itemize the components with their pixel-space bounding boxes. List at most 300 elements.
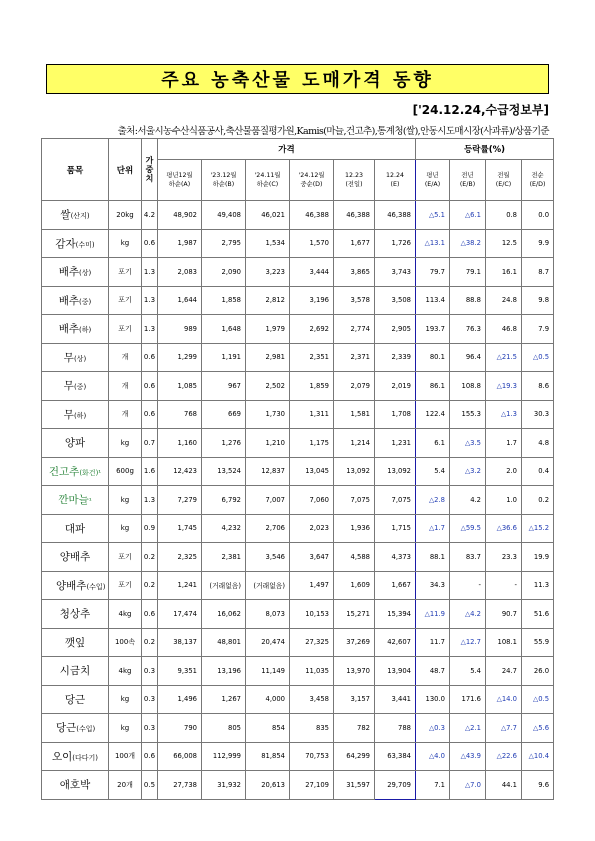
price-e-cell: 13,904 — [375, 657, 416, 686]
rate-2-cell: 88.8 — [450, 286, 486, 315]
rate-1-cell: △0.3 — [416, 714, 450, 743]
header-item: 품목 — [42, 139, 109, 201]
item-name: 당근 — [56, 722, 77, 735]
rate-4-cell: △0.5 — [522, 685, 554, 714]
price-a-cell: 9,351 — [158, 657, 202, 686]
rate-4-cell: 8.6 — [522, 372, 554, 401]
rate-3-cell: 24.8 — [486, 286, 522, 315]
table-row — [42, 771, 554, 800]
rate-2-cell: △59.5 — [450, 514, 486, 543]
header-rate-4-b: (E/D) — [529, 181, 546, 188]
header-col-d — [290, 160, 334, 201]
price-b-cell: 13,196 — [202, 657, 246, 686]
rate-2-cell: 171.6 — [450, 685, 486, 714]
price-a-cell: 1,241 — [158, 571, 202, 600]
item-suffix: ¹ — [88, 497, 92, 506]
price-prev-cell: 64,299 — [334, 742, 375, 771]
rate-2-cell: 96.4 — [450, 343, 486, 372]
unit-cell: kg — [109, 229, 142, 258]
header-col-e-2: (E) — [390, 181, 400, 188]
price-b-cell: 669 — [202, 400, 246, 429]
price-prev-cell: 3,578 — [334, 286, 375, 315]
rate-2-cell: △7.0 — [450, 771, 486, 800]
price-d-cell: 46,388 — [290, 201, 334, 230]
unit-cell: 600g — [109, 457, 142, 486]
rate-4-cell: △0.5 — [522, 343, 554, 372]
rate-3-cell: △1.3 — [486, 400, 522, 429]
item-name: 애호박 — [59, 779, 91, 792]
price-b-cell: 805 — [202, 714, 246, 743]
header-col-b — [202, 160, 246, 201]
item-name: 무 — [63, 408, 74, 421]
rate-3-cell: △21.5 — [486, 343, 522, 372]
price-prev-cell: 2,371 — [334, 343, 375, 372]
price-table — [41, 138, 554, 800]
rate-3-cell: △19.3 — [486, 372, 522, 401]
price-prev-cell: 2,079 — [334, 372, 375, 401]
unit-cell: kg — [109, 429, 142, 458]
unit-cell: 포기 — [109, 315, 142, 344]
table-body — [42, 201, 554, 800]
rate-3-cell: 108.1 — [486, 628, 522, 657]
unit-cell: 개 — [109, 372, 142, 401]
weight-cell: 1.3 — [142, 258, 158, 287]
price-b-cell: 16,062 — [202, 600, 246, 629]
table-row — [42, 486, 554, 515]
price-a-cell: 27,738 — [158, 771, 202, 800]
rate-3-cell: △7.7 — [486, 714, 522, 743]
price-b-cell: 1,648 — [202, 315, 246, 344]
table-row — [42, 714, 554, 743]
item-name: 대파 — [64, 522, 86, 535]
rate-1-cell: △4.0 — [416, 742, 450, 771]
rate-4-cell: 30.3 — [522, 400, 554, 429]
table-row — [42, 372, 554, 401]
price-c-cell: 1,730 — [246, 400, 290, 429]
weight-cell: 1.3 — [142, 486, 158, 515]
weight-cell: 0.6 — [142, 400, 158, 429]
price-b-cell: (거래없음) — [202, 571, 246, 600]
weight-cell: 0.9 — [142, 514, 158, 543]
report-date: ['24.12.24,수급정보부] — [412, 103, 549, 117]
weight-cell: 0.3 — [142, 714, 158, 743]
price-d-cell: 70,753 — [290, 742, 334, 771]
unit-cell: 포기 — [109, 543, 142, 572]
price-e-cell: 15,394 — [375, 600, 416, 629]
price-c-cell: 7,007 — [246, 486, 290, 515]
price-prev-cell: 1,609 — [334, 571, 375, 600]
price-c-cell: 4,000 — [246, 685, 290, 714]
rate-2-cell: △38.2 — [450, 229, 486, 258]
rate-2-cell: △6.1 — [450, 201, 486, 230]
rate-4-cell: △15.2 — [522, 514, 554, 543]
rate-3-cell: 90.7 — [486, 600, 522, 629]
rate-3-cell: 24.7 — [486, 657, 522, 686]
unit-cell: kg — [109, 685, 142, 714]
price-prev-cell: 1,581 — [334, 400, 375, 429]
header-rate-2-b: (E/B) — [459, 181, 476, 188]
price-b-cell: 4,232 — [202, 514, 246, 543]
header-rate-3-a: 전월 — [497, 172, 510, 179]
table-row — [42, 628, 554, 657]
item-suffix: (하) — [79, 326, 92, 335]
price-c-cell: 46,021 — [246, 201, 290, 230]
item-name-cell — [42, 628, 109, 657]
price-e-cell: 7,075 — [375, 486, 416, 515]
unit-cell: kg — [109, 486, 142, 515]
rate-4-cell: 0.0 — [522, 201, 554, 230]
header-rate-3 — [486, 160, 522, 201]
header-col-a-2: 하순(A) — [168, 181, 191, 188]
price-prev-cell: 15,271 — [334, 600, 375, 629]
header-rate-1 — [416, 160, 450, 201]
item-suffix: (산지) — [70, 212, 90, 221]
item-name: 양배추 — [56, 579, 87, 592]
rate-4-cell: 55.9 — [522, 628, 554, 657]
price-a-cell: 2,083 — [158, 258, 202, 287]
price-d-cell: 10,153 — [290, 600, 334, 629]
rate-3-cell: 1.7 — [486, 429, 522, 458]
item-name: 깻잎 — [64, 636, 86, 649]
table-row — [42, 315, 554, 344]
price-b-cell: 1,267 — [202, 685, 246, 714]
table-row — [42, 400, 554, 429]
item-name-cell — [42, 429, 109, 458]
item-suffix: (상) — [73, 354, 87, 363]
item-name-cell — [42, 742, 109, 771]
rate-1-cell: △11.9 — [416, 600, 450, 629]
rate-4-cell: 19.9 — [522, 543, 554, 572]
price-a-cell: 989 — [158, 315, 202, 344]
header-rate-2 — [450, 160, 486, 201]
rate-2-cell: 83.7 — [450, 543, 486, 572]
item-name-cell — [42, 343, 109, 372]
price-c-cell: 2,706 — [246, 514, 290, 543]
price-a-cell: 1,160 — [158, 429, 202, 458]
price-prev-cell: 1,936 — [334, 514, 375, 543]
price-d-cell: 1,570 — [290, 229, 334, 258]
rate-3-cell: 2.0 — [486, 457, 522, 486]
rate-2-cell: △2.1 — [450, 714, 486, 743]
price-a-cell: 7,279 — [158, 486, 202, 515]
price-a-cell: 38,137 — [158, 628, 202, 657]
rate-4-cell: △5.6 — [522, 714, 554, 743]
rate-1-cell: 34.3 — [416, 571, 450, 600]
price-prev-cell: 31,597 — [334, 771, 375, 800]
price-e-cell: 2,339 — [375, 343, 416, 372]
price-e-cell: 1,726 — [375, 229, 416, 258]
price-e-cell: 3,743 — [375, 258, 416, 287]
price-e-cell: 46,388 — [375, 201, 416, 230]
table-row — [42, 657, 554, 686]
item-name-cell — [42, 685, 109, 714]
weight-cell: 0.2 — [142, 571, 158, 600]
price-b-cell: 2,795 — [202, 229, 246, 258]
price-prev-cell: 3,157 — [334, 685, 375, 714]
rate-4-cell: 9.9 — [522, 229, 554, 258]
price-b-cell: 2,090 — [202, 258, 246, 287]
rate-1-cell: 48.7 — [416, 657, 450, 686]
rate-1-cell: 86.1 — [416, 372, 450, 401]
item-name-cell — [42, 315, 109, 344]
price-prev-cell: 1,677 — [334, 229, 375, 258]
price-c-cell: 1,534 — [246, 229, 290, 258]
weight-cell: 1.3 — [142, 286, 158, 315]
price-e-cell: 1,231 — [375, 429, 416, 458]
unit-cell: 포기 — [109, 571, 142, 600]
header-col-a-1: 평년12월 — [166, 172, 193, 179]
item-name: 배추 — [58, 294, 80, 307]
header-col-c-1: '24.11월 — [254, 172, 281, 179]
price-b-cell: 49,408 — [202, 201, 246, 230]
header-rate-4-a: 전순 — [531, 172, 544, 179]
header-weight — [142, 139, 158, 201]
price-d-cell: 2,692 — [290, 315, 334, 344]
item-name: 감자 — [55, 237, 76, 250]
price-prev-cell: 1,214 — [334, 429, 375, 458]
rate-1-cell: 130.0 — [416, 685, 450, 714]
table-row — [42, 457, 554, 486]
item-name: 오이 — [51, 750, 73, 763]
table-row — [42, 201, 554, 230]
price-c-cell: 2,502 — [246, 372, 290, 401]
item-name-cell — [42, 372, 109, 401]
rate-4-cell: 0.4 — [522, 457, 554, 486]
rate-2-cell: △3.2 — [450, 457, 486, 486]
rate-4-cell: 26.0 — [522, 657, 554, 686]
header-price: 가격 — [158, 139, 416, 160]
rate-4-cell: 8.7 — [522, 258, 554, 287]
price-prev-cell: 782 — [334, 714, 375, 743]
rate-2-cell: 155.3 — [450, 400, 486, 429]
price-d-cell: 1,497 — [290, 571, 334, 600]
price-b-cell: 6,792 — [202, 486, 246, 515]
item-name: 쌀 — [60, 209, 71, 222]
table-row — [42, 229, 554, 258]
header-rate-3-b: (E/C) — [495, 181, 512, 188]
price-prev-cell: 13,092 — [334, 457, 375, 486]
item-name: 배추 — [58, 266, 80, 279]
rate-3-cell: △36.6 — [486, 514, 522, 543]
price-b-cell: 31,932 — [202, 771, 246, 800]
unit-cell: kg — [109, 714, 142, 743]
header-col-prev — [334, 160, 375, 201]
table-row — [42, 258, 554, 287]
header-col-b-2: 하순(B) — [212, 181, 235, 188]
rate-2-cell: 4.2 — [450, 486, 486, 515]
rate-1-cell: △1.7 — [416, 514, 450, 543]
price-a-cell: 790 — [158, 714, 202, 743]
item-name-cell — [42, 600, 109, 629]
rate-4-cell: △10.4 — [522, 742, 554, 771]
price-a-cell: 17,474 — [158, 600, 202, 629]
weight-cell: 0.3 — [142, 685, 158, 714]
header-col-c — [246, 160, 290, 201]
rate-2-cell: △43.9 — [450, 742, 486, 771]
header-rate-4 — [522, 160, 554, 201]
rate-3-cell: 44.1 — [486, 771, 522, 800]
unit-cell: 20kg — [109, 201, 142, 230]
unit-cell: 개 — [109, 400, 142, 429]
price-d-cell: 1,311 — [290, 400, 334, 429]
rate-4-cell: 9.6 — [522, 771, 554, 800]
price-d-cell: 2,023 — [290, 514, 334, 543]
price-b-cell: 112,999 — [202, 742, 246, 771]
price-a-cell: 1,987 — [158, 229, 202, 258]
unit-cell: 4kg — [109, 600, 142, 629]
price-a-cell: 1,085 — [158, 372, 202, 401]
price-e-cell: 2,019 — [375, 372, 416, 401]
price-d-cell: 3,647 — [290, 543, 334, 572]
item-suffix: (중) — [73, 383, 87, 392]
table-row — [42, 343, 554, 372]
rate-2-cell: 5.4 — [450, 657, 486, 686]
price-e-cell: 3,441 — [375, 685, 416, 714]
price-c-cell: 3,223 — [246, 258, 290, 287]
item-name-cell — [42, 286, 109, 315]
item-name-cell — [42, 258, 109, 287]
weight-cell: 1.3 — [142, 315, 158, 344]
price-d-cell: 835 — [290, 714, 334, 743]
item-suffix: (수입) — [86, 582, 106, 591]
price-d-cell: 1,175 — [290, 429, 334, 458]
weight-cell: 0.6 — [142, 600, 158, 629]
rate-1-cell: 113.4 — [416, 286, 450, 315]
item-name: 건고추 — [48, 465, 80, 478]
rate-1-cell: 122.4 — [416, 400, 450, 429]
price-a-cell: 768 — [158, 400, 202, 429]
weight-cell: 0.2 — [142, 543, 158, 572]
source-note: 출처:서울시농수산식품공사,축산물품질평가원,Kamis(마늘,건고추),통계청(쌀),안동시도매시장(사과류)/상품기준 — [117, 126, 549, 137]
weight-cell: 0.6 — [142, 742, 158, 771]
rate-3-cell: 46.8 — [486, 315, 522, 344]
price-e-cell: 1,667 — [375, 571, 416, 600]
unit-cell: 포기 — [109, 286, 142, 315]
price-c-cell: 2,812 — [246, 286, 290, 315]
price-e-cell: 4,373 — [375, 543, 416, 572]
rate-4-cell: 9.8 — [522, 286, 554, 315]
item-name-cell — [42, 571, 109, 600]
price-c-cell: 854 — [246, 714, 290, 743]
header-rate-2-a: 전년 — [461, 172, 474, 179]
item-suffix: (수입) — [76, 725, 96, 734]
price-prev-cell: 46,388 — [334, 201, 375, 230]
rate-3-cell: 0.8 — [486, 201, 522, 230]
unit-cell: 100속 — [109, 628, 142, 657]
table-row — [42, 286, 554, 315]
item-name: 무 — [63, 380, 74, 393]
item-name-cell — [42, 514, 109, 543]
table-row — [42, 514, 554, 543]
price-c-cell: 81,854 — [246, 742, 290, 771]
price-e-cell: 3,508 — [375, 286, 416, 315]
price-c-cell: 20,474 — [246, 628, 290, 657]
rate-3-cell: 1.0 — [486, 486, 522, 515]
item-suffix: (중) — [79, 297, 92, 306]
price-e-cell: 29,709 — [375, 771, 416, 800]
price-b-cell: 13,524 — [202, 457, 246, 486]
header-col-a — [158, 160, 202, 201]
price-d-cell: 13,045 — [290, 457, 334, 486]
unit-cell: 4kg — [109, 657, 142, 686]
header-weight-text: 가중치 — [145, 156, 154, 183]
item-name: 양파 — [64, 437, 86, 450]
item-name-cell — [42, 543, 109, 572]
price-e-cell: 2,905 — [375, 315, 416, 344]
item-suffix: (화건)¹ — [79, 468, 102, 477]
price-a-cell: 1,745 — [158, 514, 202, 543]
table-row — [42, 571, 554, 600]
price-e-cell: 63,384 — [375, 742, 416, 771]
item-name-cell — [42, 201, 109, 230]
rate-2-cell: 79.1 — [450, 258, 486, 287]
price-a-cell: 1,644 — [158, 286, 202, 315]
item-name: 청상추 — [59, 608, 91, 621]
unit-cell: 포기 — [109, 258, 142, 287]
price-d-cell: 3,444 — [290, 258, 334, 287]
title-box — [46, 64, 549, 94]
header-col-prev-1: 12.23 — [344, 172, 364, 179]
item-suffix: (상) — [79, 269, 92, 278]
weight-cell: 0.5 — [142, 771, 158, 800]
rate-1-cell: 7.1 — [416, 771, 450, 800]
price-prev-cell: 37,269 — [334, 628, 375, 657]
item-name: 깐마늘 — [58, 494, 89, 507]
page-title: 주요 농축산물 도매가격 동향 — [161, 70, 434, 91]
price-c-cell: 2,981 — [246, 343, 290, 372]
price-d-cell: 27,109 — [290, 771, 334, 800]
unit-cell: 개 — [109, 343, 142, 372]
rate-4-cell: 51.6 — [522, 600, 554, 629]
rate-3-cell: 12.5 — [486, 229, 522, 258]
price-a-cell: 66,008 — [158, 742, 202, 771]
header-col-d-2: 중순(D) — [300, 181, 323, 188]
item-name-cell — [42, 714, 109, 743]
item-name-cell — [42, 457, 109, 486]
price-a-cell: 1,496 — [158, 685, 202, 714]
rate-2-cell: 108.8 — [450, 372, 486, 401]
header-unit: 단위 — [109, 139, 142, 201]
rate-1-cell: 11.7 — [416, 628, 450, 657]
header-rate-1-a: 평년 — [426, 172, 439, 179]
price-prev-cell: 4,588 — [334, 543, 375, 572]
price-a-cell: 12,423 — [158, 457, 202, 486]
item-name-cell — [42, 486, 109, 515]
weight-cell: 0.3 — [142, 657, 158, 686]
price-b-cell: 967 — [202, 372, 246, 401]
price-c-cell: 1,210 — [246, 429, 290, 458]
weight-cell: 0.6 — [142, 343, 158, 372]
weight-cell: 4.2 — [142, 201, 158, 230]
price-e-cell: 788 — [375, 714, 416, 743]
rate-1-cell: 5.4 — [416, 457, 450, 486]
table-row — [42, 742, 554, 771]
price-d-cell: 3,458 — [290, 685, 334, 714]
price-prev-cell: 2,774 — [334, 315, 375, 344]
weight-cell: 0.7 — [142, 429, 158, 458]
header-col-b-1: '23.12월 — [210, 172, 237, 179]
rate-1-cell: △13.1 — [416, 229, 450, 258]
item-name: 당근 — [64, 693, 86, 706]
price-c-cell: 20,613 — [246, 771, 290, 800]
rate-1-cell: △5.1 — [416, 201, 450, 230]
weight-cell: 0.6 — [142, 372, 158, 401]
item-suffix: (다다기) — [72, 753, 99, 762]
item-suffix: (하) — [73, 411, 87, 420]
rate-2-cell: 76.3 — [450, 315, 486, 344]
price-c-cell: (거래없음) — [246, 571, 290, 600]
rate-2-cell: △12.7 — [450, 628, 486, 657]
